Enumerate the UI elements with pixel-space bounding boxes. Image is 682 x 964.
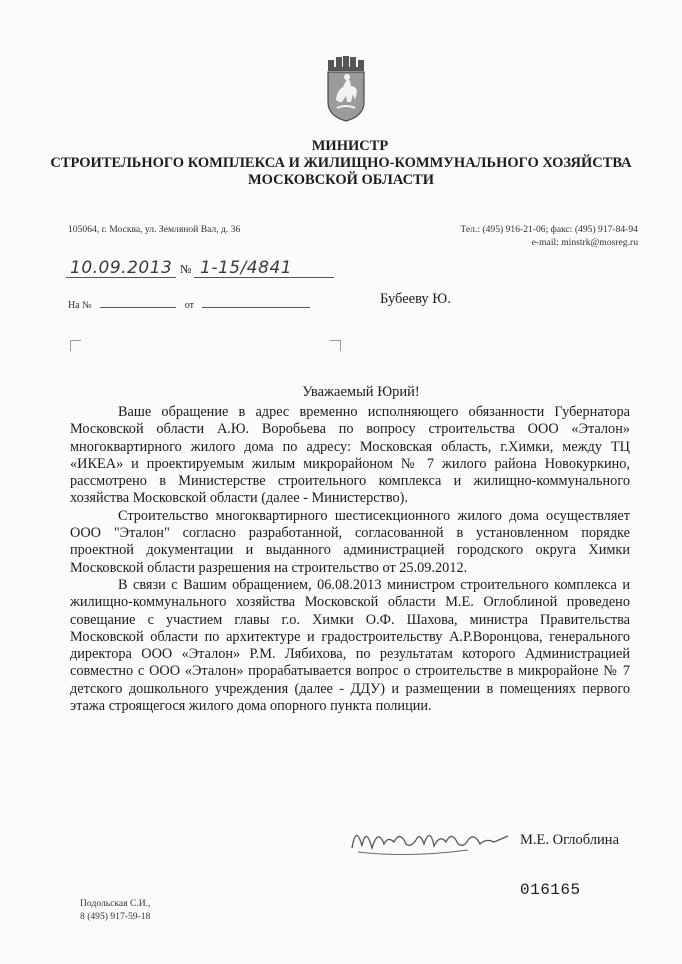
address-corner-left <box>70 340 81 351</box>
coat-of-arms-icon <box>325 56 367 122</box>
letter-body <box>70 404 630 715</box>
registration-date: 10.09.2013 <box>70 258 173 278</box>
header-subtitle: СТРОИТЕЛЬНОГО КОМПЛЕКСА И ЖИЛИЩНО-КОММУНАЛЬНОГО ХОЗЯЙСТВА <box>50 155 632 171</box>
reference-number-label: На № <box>68 300 92 311</box>
ministry-header <box>0 138 682 189</box>
executor-name: Подольская С.И., <box>80 898 151 909</box>
date-underline <box>66 277 176 278</box>
recipient: Бубееву Ю. <box>380 291 451 307</box>
reference-date-blank <box>202 307 310 308</box>
phone-fax: Тел.: (495) 916-21-06; факс: (495) 917-84-94 <box>460 224 638 235</box>
reference-line <box>68 300 310 311</box>
salutation: Уважаемый Юрий! <box>302 384 420 400</box>
email: e-mail: minstrk@mosreg.ru <box>531 236 638 248</box>
header-title: МИНИСТР <box>311 138 389 154</box>
executor-phone: 8 (495) 917-59-18 <box>80 911 151 922</box>
handwritten-signature <box>348 818 516 860</box>
registration-number-label: № <box>180 262 192 276</box>
number-underline <box>194 277 334 278</box>
address-corner-right <box>330 340 341 351</box>
ministry-address: 105064, г. Москва, ул. Земляной Вал, д. 36 <box>68 224 241 235</box>
reference-date-label: от <box>184 300 194 311</box>
paragraph-1: Ваше обращение в адрес временно исполняющего обязанности Губернатора Московской области А.Ю. Воробьева по вопросу строительства ООО «Эталон» многоквартирного жилого дома по адресу: Московская область, г.Химки, между ТЦ «ИКЕА» и проектируемым жилым микрорайоном № 7 жилого района Новокуркино, рассмотрено в Министерстве строительного комплекса и жилищно-коммунального хозяйства Московской области (далее - Министерство). <box>70 404 630 507</box>
registration-number: 1-15/4841 <box>200 258 293 278</box>
outgoing-registration <box>66 258 340 280</box>
header-region: МОСКОВСКОЙ ОБЛАСТИ <box>247 172 434 188</box>
reference-number-blank <box>100 307 176 308</box>
registration-stamp: 016165 <box>520 881 581 899</box>
executor <box>80 897 151 923</box>
paragraph-2: Строительство многоквартирного шестисекционного жилого дома осуществляет ООО "Эталон" согласно разработанной, согласованной в установленном порядке проектной документации и выданного администрацией городского округа Химки Московской области разрешения на строительство от 25.09.2012. <box>70 507 630 576</box>
ministry-contacts <box>460 224 638 249</box>
signatory-name: М.Е. Оглоблина <box>520 832 620 848</box>
paragraph-3: В связи с Вашим обращением, 06.08.2013 министром строительного комплекса и жилищно-коммунального хозяйства Московской области М.Е. Оглоблиной проведено совещание с участием главы г.о. Химки О.Ф. Шахова, министра Правительства Московской области по архитектуре и градостроительству А.Р.Воронцова, генерального директора ООО «Эталон» Р.М. Лябихова, по результатам которого Администрацией совместно с ООО «Эталон» прорабатывается вопрос о строительстве в микрорайоне № 7 детского дошкольного учреждения (далее - ДДУ) и размещении в помещениях первого этажа строящегося жилого дома опорного пункта полиции. <box>70 576 630 715</box>
